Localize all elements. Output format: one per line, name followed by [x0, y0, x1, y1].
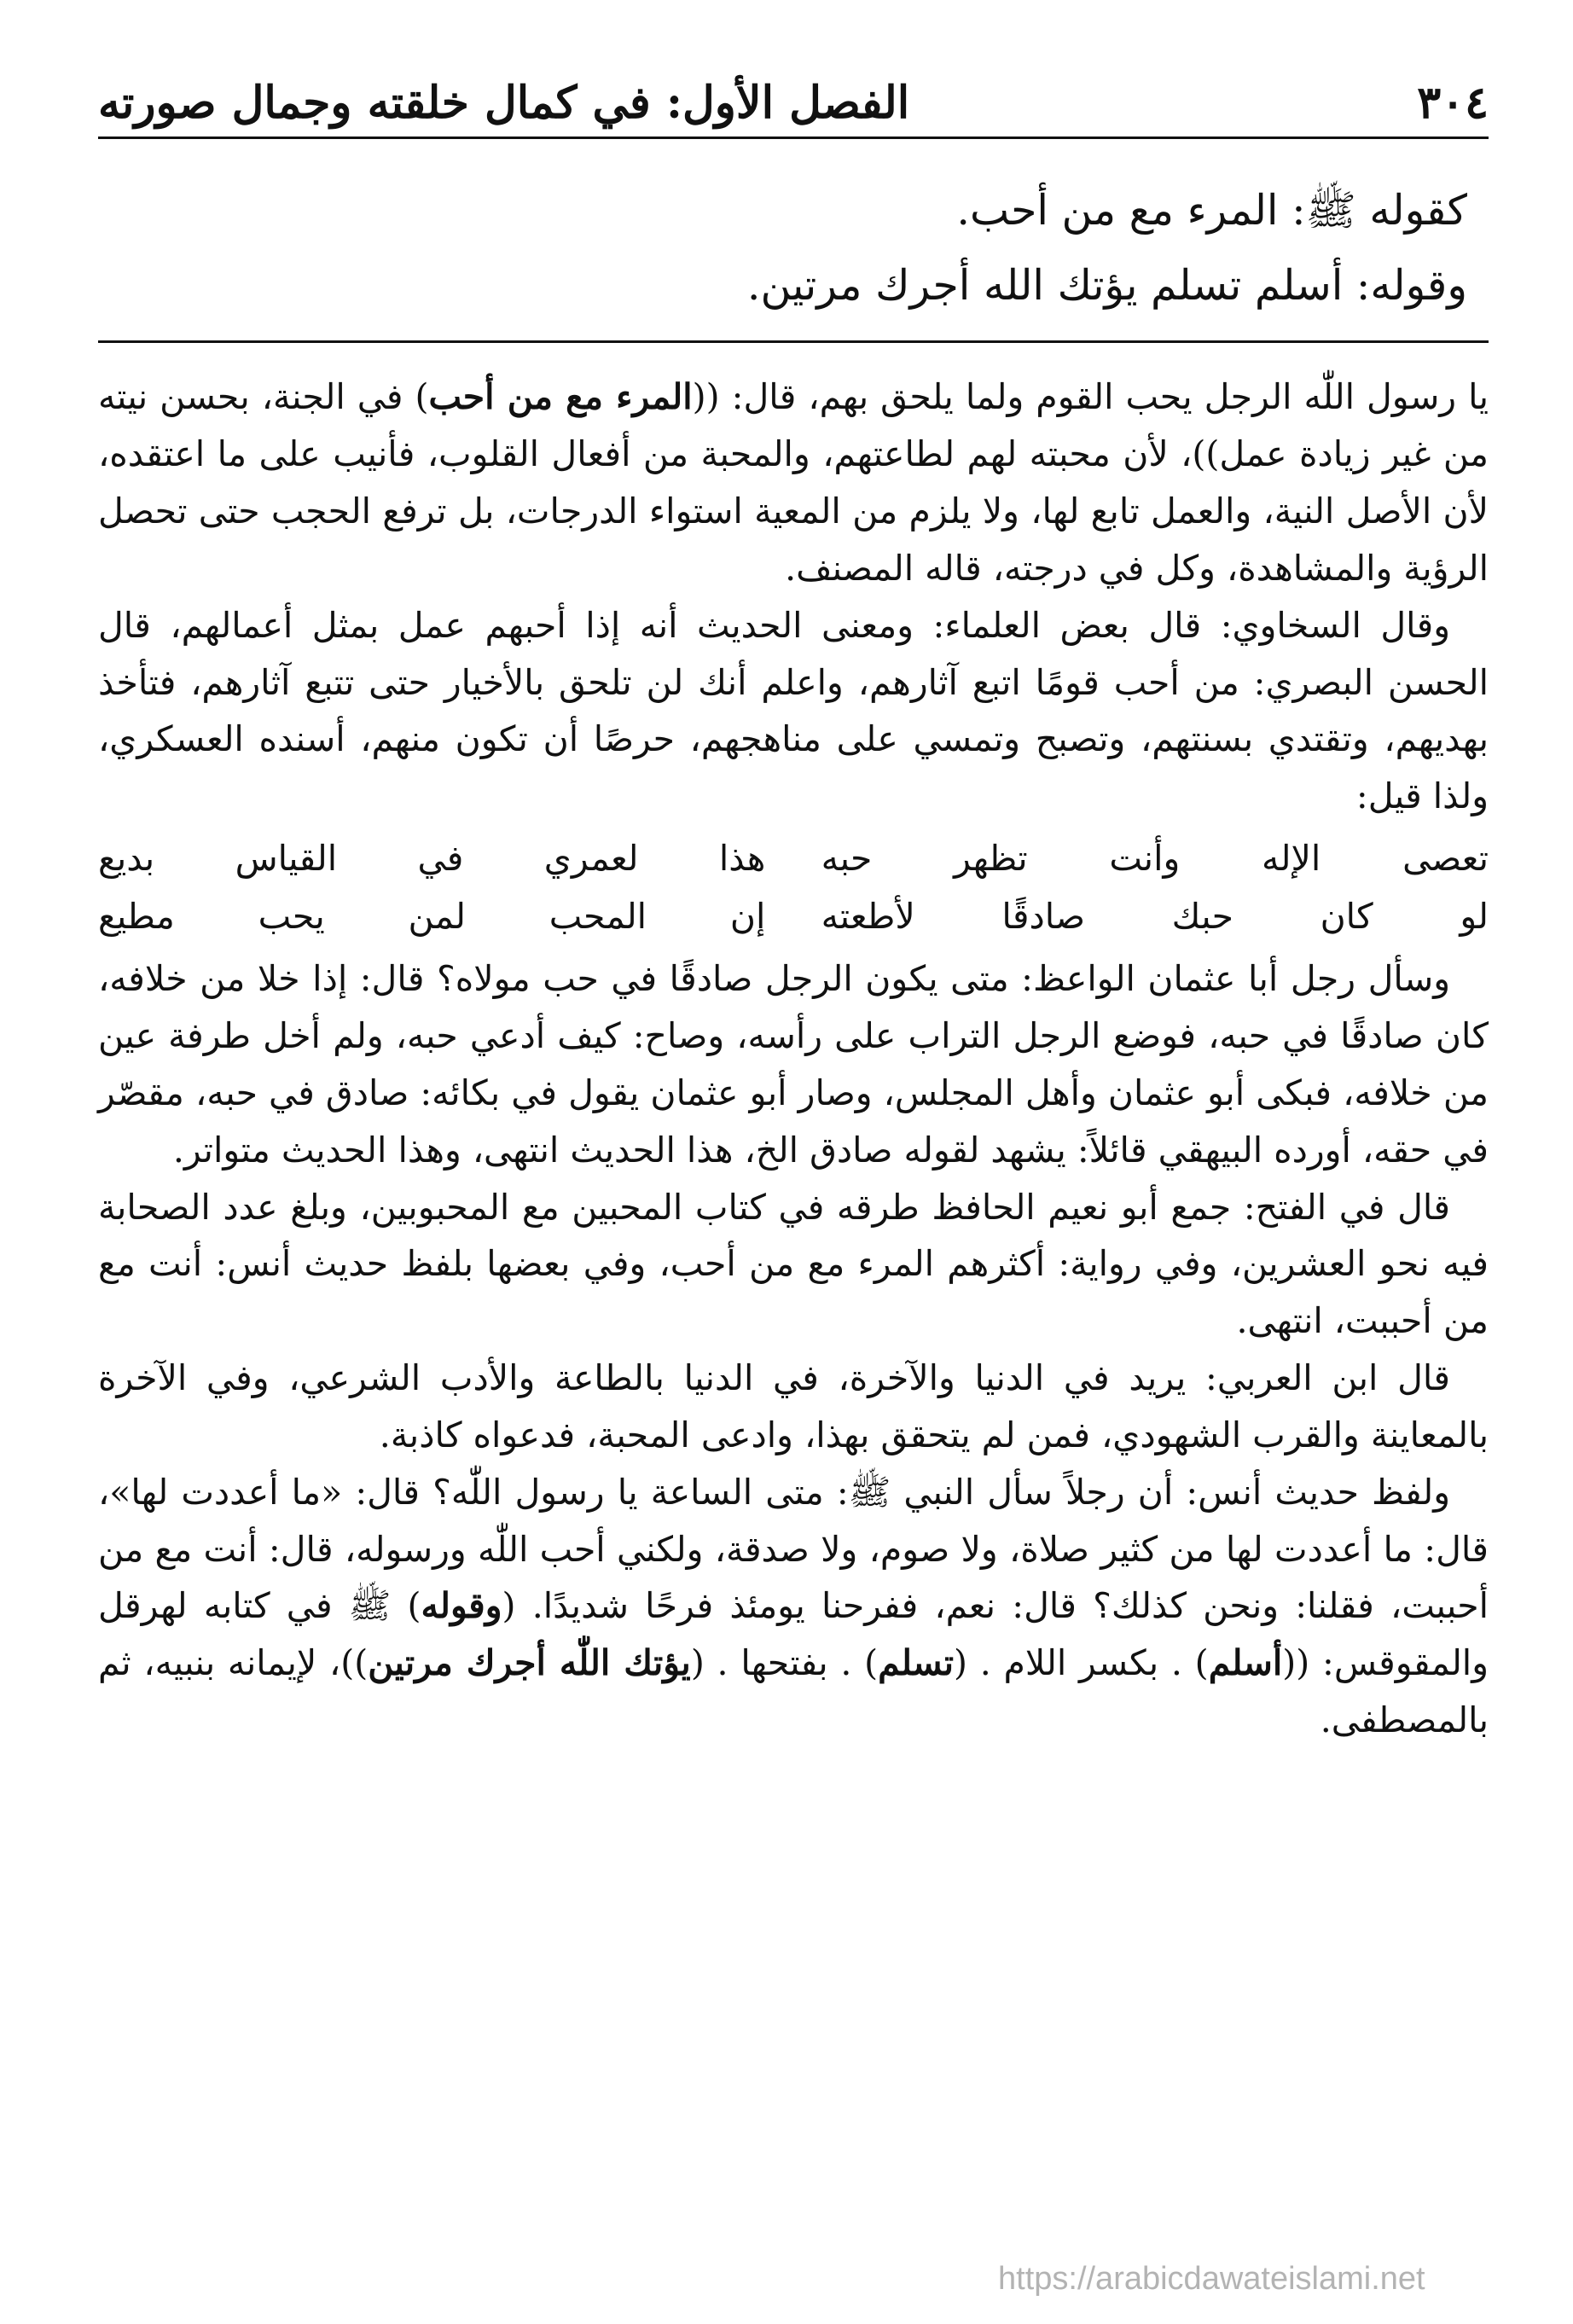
watermark-url: https://arabicdawateislami.net — [998, 2261, 1425, 2297]
paragraph-text: ولفظ حديث أنس: أن رجلاً سأل النبي ﷺ: متى الساعة يا رسول اللّٰه؟ قال: «ما أعددت لها»، قال: ما أعددت لها من كثير صلاة، ولا صوم، ولا صدقة، ولكني أحب اللّٰه ورسوله، قال: أنت مع من أحببت، فقلنا: ونحن كذلك؟ قال: نعم، ففرحنا يومئذ فرحًا شديدًا. ( — [98, 1471, 1489, 1627]
poem-verse — [98, 888, 1489, 946]
paragraph-text: ) . بكسر اللام . ( — [954, 1642, 1209, 1684]
matn-line: كقوله ﷺ: المرء مع من أحب. — [956, 186, 1467, 235]
poem-first-hemistich: تعصى الإله وأنت تظهر حبه — [821, 838, 1489, 879]
quoted-matn: وقوله — [421, 1585, 502, 1627]
commentary-paragraph — [98, 369, 1489, 596]
matn-text — [98, 139, 1489, 340]
commentary-paragraph: قال ابن العربي: يريد في الدنيا والآخرة، في الدنيا بالطاعة والأدب الشرعي، وفي الآخرة بالمعاينة والقرب الشهودي، فمن لم يتحقق بهذا، وادعى المحبة، فدعواه كاذبة. — [98, 1357, 1489, 1455]
running-header — [98, 68, 1489, 137]
quoted-matn: تسلم — [878, 1642, 955, 1684]
commentary-paragraph — [98, 1464, 1489, 1749]
quoted-matn: يؤتك اللّٰه أجرك مرتين — [368, 1642, 691, 1684]
chapter-title: الفصل الأول: في كمال خلقته وجمال صورته — [98, 76, 910, 129]
paragraph-text: ) . بفتحها . ( — [690, 1642, 879, 1684]
commentary-paragraph: وقال السخاوي: قال بعض العلماء: ومعنى الحديث أنه إذا أحبهم عمل بمثل أعمالهم، قال الحسن البصري: من أحب قومًا اتبع آثارهم، واعلم أنك لن تلحق بالأخيار حتى تتبع آثارهم، فتأخذ بهديهم، وتقتدي بسنتهم، وتصبح وتمسي على مناهجهم، حرصًا أن تكون منهم، أسنده العسكري، ولذا قيل: — [98, 604, 1489, 817]
matn-line: وقوله: أسلم تسلم يؤتك الله أجرك مرتين. — [746, 261, 1467, 311]
poem-second-hemistich: إن المحب لمن يحب مطيع — [98, 895, 766, 937]
quoted-hadith: المرء مع من أحب — [428, 376, 693, 418]
commentary-text — [98, 369, 1489, 1749]
page-number: ٣٠٤ — [1417, 76, 1489, 129]
paragraph-text: يا رسول اللّٰه الرجل يحب القوم ولما يلحق بهم، قال: (( — [692, 376, 1489, 418]
poem-second-hemistich: هذا لعمري في القياس بديع — [98, 838, 766, 879]
commentary-paragraph: وسأل رجل أبا عثمان الواعظ: متى يكون الرجل صادقًا في حب مولاه؟ قال: إذا خلا من خلافه، كان صادقًا في حبه، فوضع الرجل التراب على رأسه، وصاح: كيف أدعي حبه، ولم أخل طرفة عين من خلافه، فبكى أبو عثمان وأهل المجلس، وصار أبو عثمان يقول في بكائه: صادق في حبه، مقصّر في حقه، أورده البيهقي قائلاً: يشهد لقوله صادق الخ، هذا الحديث انتهى، وهذا الحديث متواتر. — [98, 958, 1489, 1171]
poem-first-hemistich: لو كان حبك صادقًا لأطعته — [821, 895, 1489, 937]
paragraph-text: ) ﷺ في كتابه لهرقل والمقوقس: (( — [98, 1585, 1489, 1684]
paragraph-text: ))، لإيمانه بنبيه، ثم بالمصطفى. — [98, 1642, 1489, 1741]
poem-verse — [98, 830, 1489, 888]
poetry-block — [98, 830, 1489, 945]
commentary-paragraph: قال في الفتح: جمع أبو نعيم الحافظ طرقه في كتاب المحبين مع المحبوبين، وبلغ عدد الصحابة فيه نحو العشرين، وفي رواية: أكثرهم المرء مع من أحب، وفي بعضها بلفظ حديث أنس: أنت مع من أحببت، انتهى. — [98, 1186, 1489, 1342]
book-page — [98, 68, 1489, 1749]
paragraph-text: ) في الجنة، بحسن نيته من غير زيادة عمل))، لأن محبته لهم لطاعتهم، والمحبة من أفعال القلوب، فأنيب على ما اعتقده، لأن الأصل النية، والعمل تابع لها، ولا يلزم من المعية استواء الدرجات، بل ترفع الحجب حتى تحصل الرؤية والمشاهدة، وكل في درجته، قاله المصنف. — [98, 376, 1489, 589]
matn-divider-rule — [98, 340, 1489, 343]
quoted-matn: أسلم — [1208, 1642, 1283, 1684]
